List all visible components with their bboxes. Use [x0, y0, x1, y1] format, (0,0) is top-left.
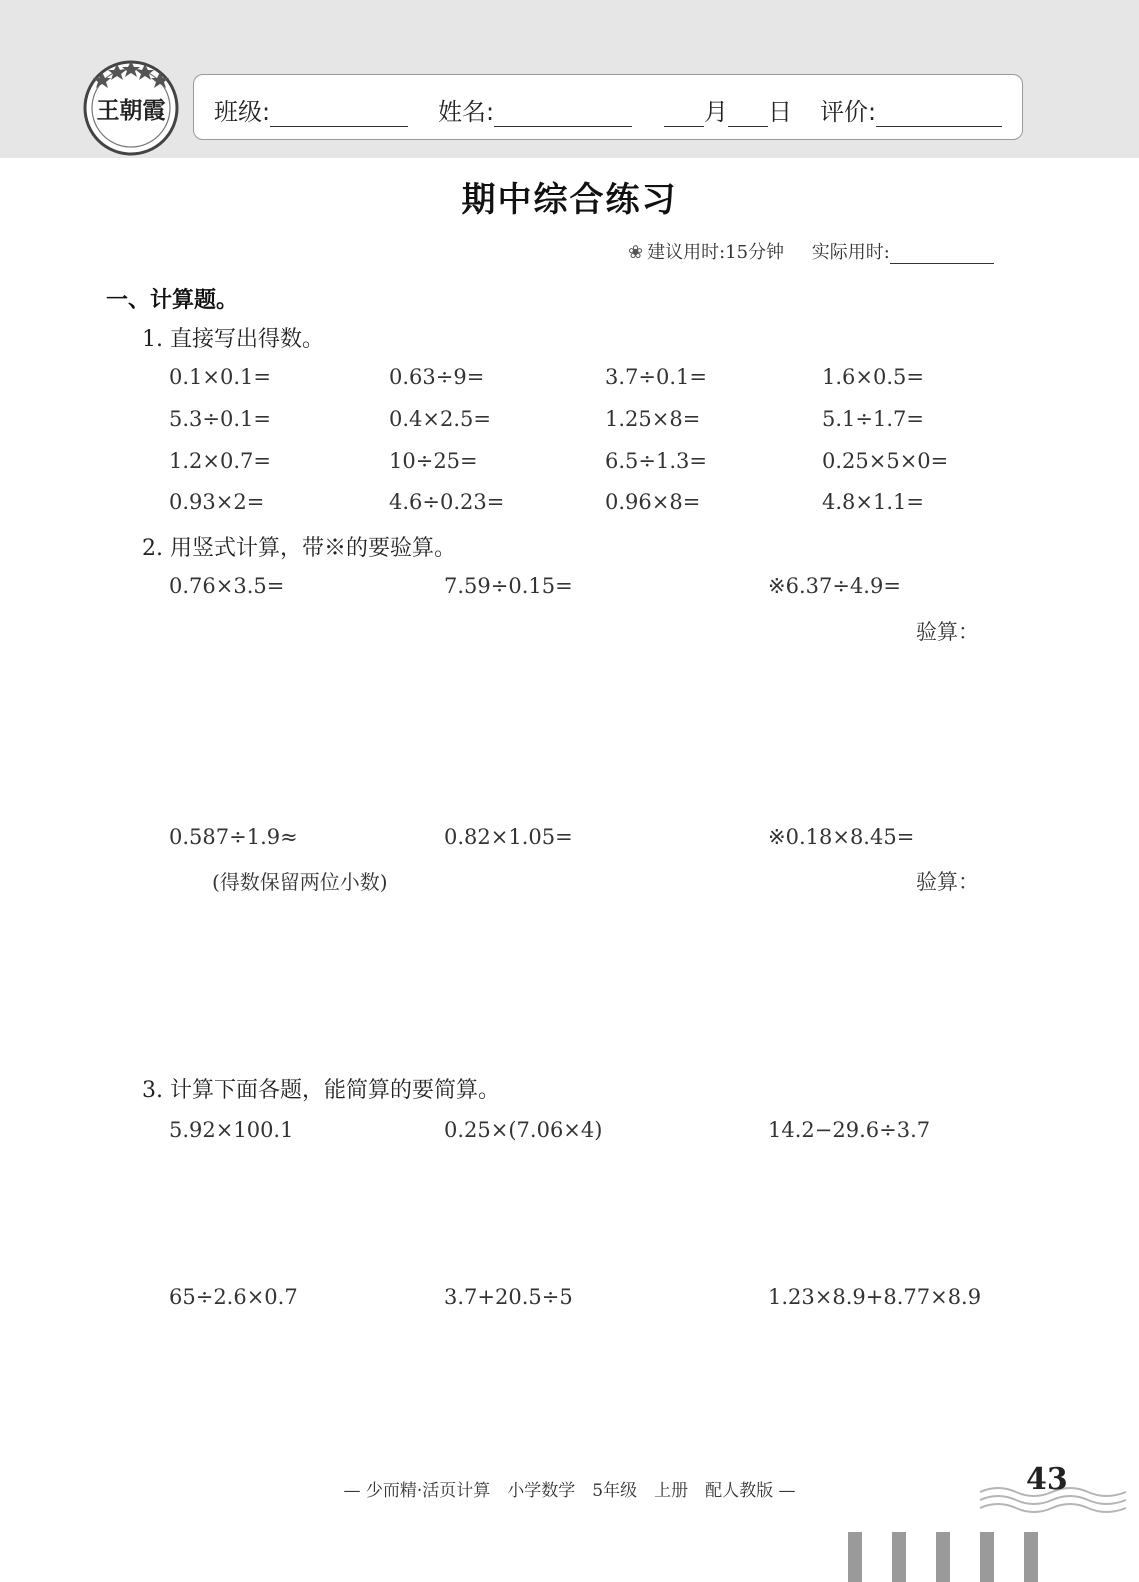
q2-exercise: ※6.37÷4.9=	[768, 574, 901, 598]
q3-exercise: 3.7+20.5÷5	[444, 1285, 573, 1309]
q1-exercise: 4.6÷0.23=	[389, 490, 505, 514]
flower-icon: ❀	[628, 242, 644, 263]
page-number: 43	[1026, 1462, 1068, 1497]
day-label: 日	[768, 98, 792, 126]
check-label: 验算：	[916, 870, 979, 894]
q1-exercise: 0.96×8=	[605, 490, 701, 514]
q1-exercise: 5.3÷0.1=	[169, 407, 271, 431]
q3-exercise: 14.2−29.6÷3.7	[768, 1118, 931, 1142]
actual-time-blank[interactable]	[890, 243, 994, 264]
class-field[interactable]	[214, 92, 408, 127]
q2-exercise: 0.82×1.05=	[444, 825, 573, 849]
q2-exercise: 0.76×3.5=	[169, 574, 285, 598]
edge-bars	[848, 1532, 1048, 1582]
q1-exercise: 0.1×0.1=	[169, 365, 271, 389]
q1-exercise: 3.7÷0.1=	[605, 365, 707, 389]
q3-exercise: 1.23×8.9+8.77×8.9	[768, 1285, 982, 1309]
q2-exercise: 7.59÷0.15=	[444, 574, 573, 598]
time-note	[628, 238, 994, 264]
q1-exercise: 1.2×0.7=	[169, 449, 271, 473]
q2-exercise: ※0.18×8.45=	[768, 825, 915, 849]
date-field[interactable]	[664, 92, 792, 127]
question-3-label: 3. 计算下面各题，能简算的要简算。	[142, 1078, 500, 1103]
logo-wordmark: 王朝霞	[96, 97, 166, 124]
q3-exercise: 0.25×(7.06×4)	[444, 1118, 603, 1142]
footer-text: — 少而精·活页计算 小学数学 5年级 上册 配人教版 —	[343, 1481, 796, 1501]
student-info-box	[193, 74, 1023, 140]
actual-time-label: 实际用时:	[811, 242, 890, 263]
q1-exercise: 1.25×8=	[605, 407, 701, 431]
name-label: 姓名:	[438, 98, 495, 126]
q1-exercise: 10÷25=	[389, 449, 478, 473]
check-label: 验算：	[916, 620, 979, 644]
q1-exercise: 5.1÷1.7=	[822, 407, 924, 431]
q1-exercise: 6.5÷1.3=	[605, 449, 707, 473]
q3-exercise: 5.92×100.1	[169, 1118, 294, 1142]
q1-exercise: 1.6×0.5=	[822, 365, 924, 389]
class-label: 班级:	[214, 98, 271, 126]
suggested-time: 建议用时:15分钟	[647, 242, 785, 263]
publisher-logo	[82, 58, 180, 156]
name-field[interactable]	[438, 92, 632, 127]
rating-field[interactable]	[820, 92, 1002, 127]
q1-exercise: 0.63÷9=	[389, 365, 485, 389]
q3-exercise: 65÷2.6×0.7	[169, 1285, 298, 1309]
q1-exercise: 0.93×2=	[169, 490, 265, 514]
section-heading: 一、计算题。	[106, 288, 239, 313]
question-1-label: 1. 直接写出得数。	[142, 327, 324, 352]
q1-exercise: 4.8×1.1=	[822, 490, 924, 514]
q2-exercise: 0.587÷1.9≈	[169, 825, 298, 849]
rounding-note: (得数保留两位小数)	[212, 870, 388, 894]
page-title: 期中综合练习	[461, 180, 678, 220]
q1-exercise: 0.4×2.5=	[389, 407, 491, 431]
rating-label: 评价:	[820, 98, 877, 126]
q1-exercise: 0.25×5×0=	[822, 449, 949, 473]
month-label: 月	[704, 98, 728, 126]
question-2-label: 2. 用竖式计算，带※的要验算。	[142, 536, 456, 561]
